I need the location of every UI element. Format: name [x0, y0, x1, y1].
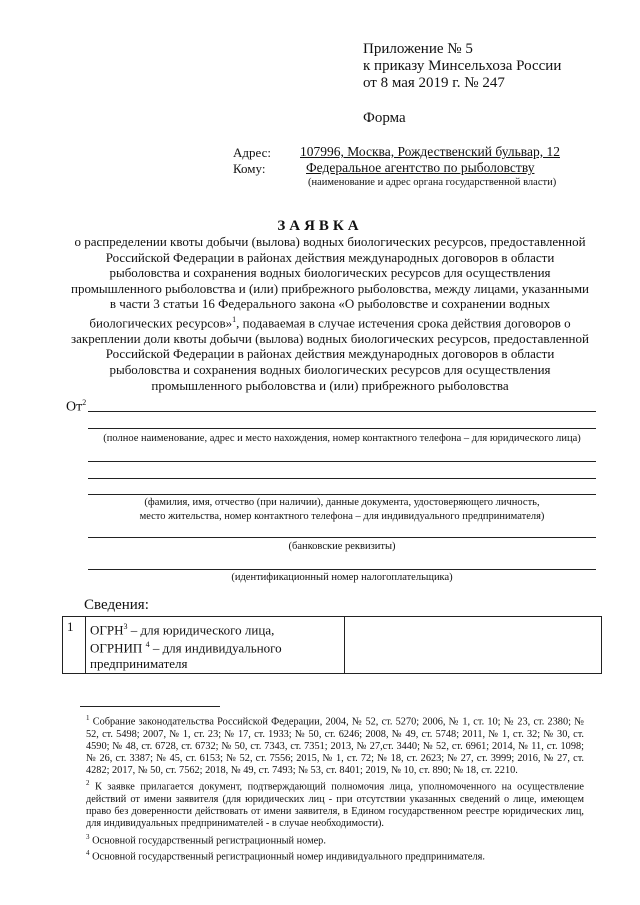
individual-caption-line-2: место жительства, номер контактного телефона – для индивидуального предпринимателя) [139, 511, 545, 522]
from-label [66, 398, 86, 416]
footnote-ref-4: 4 [145, 640, 150, 650]
address-label: Адрес: [233, 145, 271, 160]
footnote-2 [86, 777, 584, 830]
footnote-4 [86, 847, 584, 864]
footnote-1 [86, 712, 584, 777]
ogrn-label: ОГРН [90, 622, 124, 638]
address-value: 107996, Москва, Рождественский бульвар, 12 [300, 144, 560, 159]
footnote-1-mark: 1 [86, 714, 90, 722]
footnote-ref-3: 3 [123, 622, 128, 631]
footnotes [86, 712, 584, 864]
table-row [63, 617, 602, 674]
individual-entry-line-2 [88, 478, 596, 479]
appendix-line-2: к приказу Минсельхоза России [363, 58, 562, 74]
form-label: Форма [363, 110, 406, 126]
footnote-3-mark: 3 [86, 832, 90, 841]
ogrn-label-rest: – для юридического лица, [127, 622, 275, 638]
to-value: Федеральное агентство по рыболовству [306, 160, 535, 175]
to-label: Кому: [233, 161, 266, 176]
appendix-line-1: Приложение № 5 [363, 41, 473, 57]
document-title: ЗАЯВКА [277, 218, 363, 234]
svedeniya-label: Сведения: [84, 597, 149, 613]
ogrn-value-cell[interactable] [345, 617, 602, 674]
from-label-text: От [66, 399, 83, 415]
individual-entry-line-3 [88, 494, 596, 495]
footnote-ref-1: 1 [232, 314, 237, 324]
to-note: (наименование и адрес органа государственной власти) [308, 177, 557, 188]
footnote-4-mark: 4 [86, 849, 90, 858]
footnote-1-text: Собрание законодательства Российской Федерации, 2004, № 52, ст. 5270; 2006, № 1, ст. 10; № 23, ст. 2380; № 52, ст. 5498; 2007, № 1, ст. 23; № 17, ст. 1933; № 50, ст. 6246; 2008, № 49, ст. 5748; 2011, № 1, ст. 32; № 30, ст. 4590; № 48, ст. 6728, ст. 6732; № 50, ст. 7343, ст. 7351; 2013, № 27,ст. 3440; № 52, ст. 6961; 2014, № 11, ст. 1098; № 26, ст. 3387; № 45, ст. 6153; № 52, ст. 7556; 2015, № 1, ст. 72; № 18, ст. 2623; № 27, ст. 3999; 2016, № 27, ст. 4282; 2017, № 50, ст. 7562; 2018, № 49, ст. 7493; № 53, ст. 8401; 2019, № 10, ст. 890; № 18, ст. 2210. [86, 716, 584, 777]
from-entry-line-1 [88, 411, 596, 412]
ogrn-label-cell [86, 617, 345, 674]
inn-caption: (идентификационный номер налогоплательщика) [231, 572, 453, 583]
ogrnip-label-rest: – для индивидуального предпринимателя [90, 640, 282, 671]
row-number: 1 [63, 617, 86, 674]
footnote-3 [86, 831, 584, 848]
footnote-4-text: Основной государственный регистрационный номер индивидуального предпринимателя. [89, 851, 485, 863]
bank-entry-line [88, 537, 596, 538]
subject-paragraph [70, 234, 590, 393]
footnote-ref-2: 2 [82, 398, 87, 407]
footnote-2-mark: 2 [86, 779, 90, 788]
footnote-separator [80, 706, 220, 707]
appendix-line-3: от 8 мая 2019 г. № 247 [363, 75, 505, 91]
subject-part-2: , подаваемая в случае истечения срока действия договоров о закреплении доли квоты добычи (вылова) водных биологических ресурсов, предоставленной Российской Федерации в районах действия международных договоров в области рыболовства и сохранения водных биологических ресурсов для осуществления промышленного рыболовства и (или) прибрежного рыболовства [71, 315, 589, 393]
footnote-3-text: Основной государственный регистрационный номер. [89, 835, 326, 847]
subject-part-1: о распределении квоты добычи (вылова) водных биологических ресурсов, предоставленной Российской Федерации в районах действия международных договоров в области рыболовства и сохранения водных биологических ресурсов для осуществления промышленного рыболовства и (или) прибрежного рыболовства, между лицами, указанными в части 3 статьи 16 Федерального закона «О рыболовстве и сохранении водных биологических ресурсов» [70, 234, 590, 331]
bank-caption: (банковские реквизиты) [288, 541, 396, 552]
individual-caption-line-1: (фамилия, имя, отчество (при наличии), данные документа, удостоверяющего личность, [144, 497, 540, 508]
from-entry-line-2 [88, 428, 596, 429]
info-table [62, 616, 602, 674]
footnote-2-text: К заявке прилагается документ, подтверждающий полномочия лица, уполномоченного на осуществление действий от имени заявителя (для юридических лиц - при отсутствии указанных сведений о лице, имеющем право без доверенности действовать от имени заявителя, в Едином государственном реестре юридических лиц, для индивидуальных предпринимателей - в случае необходимости). [86, 781, 584, 830]
ogrnip-label: ОГРНИП [90, 640, 146, 656]
individual-entry-line-1 [88, 461, 596, 462]
inn-entry-line [88, 569, 596, 570]
legal-entity-caption: (полное наименование, адрес и место нахождения, номер контактного телефона – для юридического лица) [103, 433, 581, 444]
